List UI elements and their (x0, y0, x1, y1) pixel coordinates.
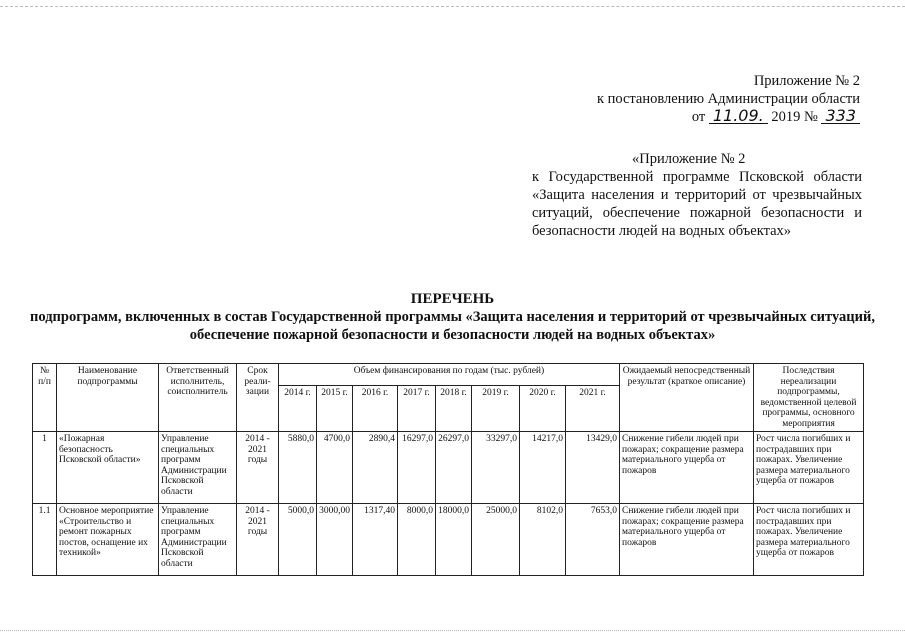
row-result: Снижение гибели людей при пожарах; сокращение размера материального ущерба от пожаров (620, 432, 754, 504)
appendix-line2: к постановлению Администрации области (596, 91, 860, 107)
row-value: 5000,0 (279, 504, 317, 576)
row-value: 4700,0 (317, 432, 353, 504)
header-name: Наименование подпрограммы (57, 364, 159, 432)
row-term: 2014 - 2021 годы (237, 432, 279, 504)
header-executor: Ответственный исполнитель, соисполнитель (159, 364, 237, 432)
appendix2-block (532, 150, 862, 240)
scan-edge-top (0, 0, 905, 7)
row-value: 8000,0 (398, 504, 436, 576)
document-title: ПЕРЕЧЕНЬ (410, 291, 495, 307)
scan-edge-bottom (0, 630, 905, 639)
row-term: 2014 - 2021 годы (237, 504, 279, 576)
row-value: 18000,0 (436, 504, 472, 576)
appendix-line1: Приложение № 2 (753, 73, 860, 89)
header-funding: Объем финансирования по годам (тыс. рублей) (279, 364, 620, 386)
header-consequences: Последствия нереализации подпрограммы, ведомственной целевой программы, основного мероприятия (754, 364, 864, 432)
header-num: № п/п (33, 364, 57, 432)
row-value: 3000,00 (317, 504, 353, 576)
row-result: Снижение гибели людей при пожарах; сокращение размера материального ущерба от пожаров (620, 504, 754, 576)
row-name: «Пожарная безопасность Псковской области» (57, 432, 159, 504)
header-year: 2014 г. (279, 386, 317, 432)
row-value: 13429,0 (566, 432, 620, 504)
document-subtitle: подпрограмм, включенных в состав Государственной программы «Защита населения и территорий от чрезвычайных ситуаций, обеспечение пожарной безопасности и безопасности людей на водных объектах» (30, 309, 875, 343)
row-value: 25000,0 (472, 504, 520, 576)
row-value: 8102,0 (520, 504, 566, 576)
header-term: Срок реали- зации (237, 364, 279, 432)
row-value: 16297,0 (398, 432, 436, 504)
row-value: 33297,0 (472, 432, 520, 504)
header-year: 2016 г. (353, 386, 398, 432)
row-value: 7653,0 (566, 504, 620, 576)
header-year: 2020 г. (520, 386, 566, 432)
decree-date-line (560, 108, 860, 126)
table-row (33, 432, 864, 504)
appendix-header (560, 72, 860, 126)
row-num: 1.1 (33, 504, 57, 576)
row-name: Основное мероприятие «Строительство и ремонт пожарных постов, оснащение их техникой» (57, 504, 159, 576)
appendix2-body: к Государственной программе Псковской области «Защита населения и территорий от чрезвычайных ситуаций, обеспечение пожарной безопасности и безопасности людей на водных объектах» (532, 169, 862, 239)
row-consequences: Рост числа погибших и пострадавших при пожарах. Увеличение размера материального ущерба от пожаров (754, 504, 864, 576)
subprograms-table (32, 363, 864, 576)
date-prefix: от (691, 109, 706, 125)
table-row (33, 504, 864, 576)
row-value: 14217,0 (520, 432, 566, 504)
header-year: 2019 г. (472, 386, 520, 432)
appendix2-line1: «Приложение № 2 (632, 151, 746, 167)
row-value: 1317,40 (353, 504, 398, 576)
row-value: 26297,0 (436, 432, 472, 504)
row-consequences: Рост числа погибших и пострадавших при пожарах. Увеличение размера материального ущерба от пожаров (754, 432, 864, 504)
row-executor: Управление специальных программ Администрации Псковской области (159, 432, 237, 504)
row-num: 1 (33, 432, 57, 504)
handwritten-number: 333 (821, 108, 860, 124)
header-result: Ожидаемый непосредственный результат (краткое описание) (620, 364, 754, 432)
header-year: 2021 г. (566, 386, 620, 432)
year-text: 2019 № (771, 109, 818, 125)
row-executor: Управление специальных программ Администрации Псковской области (159, 504, 237, 576)
header-year: 2015 г. (317, 386, 353, 432)
header-year: 2018 г. (436, 386, 472, 432)
header-year: 2017 г. (398, 386, 436, 432)
handwritten-date: 11.09. (709, 108, 768, 124)
row-value: 2890,4 (353, 432, 398, 504)
row-value: 5880,0 (279, 432, 317, 504)
